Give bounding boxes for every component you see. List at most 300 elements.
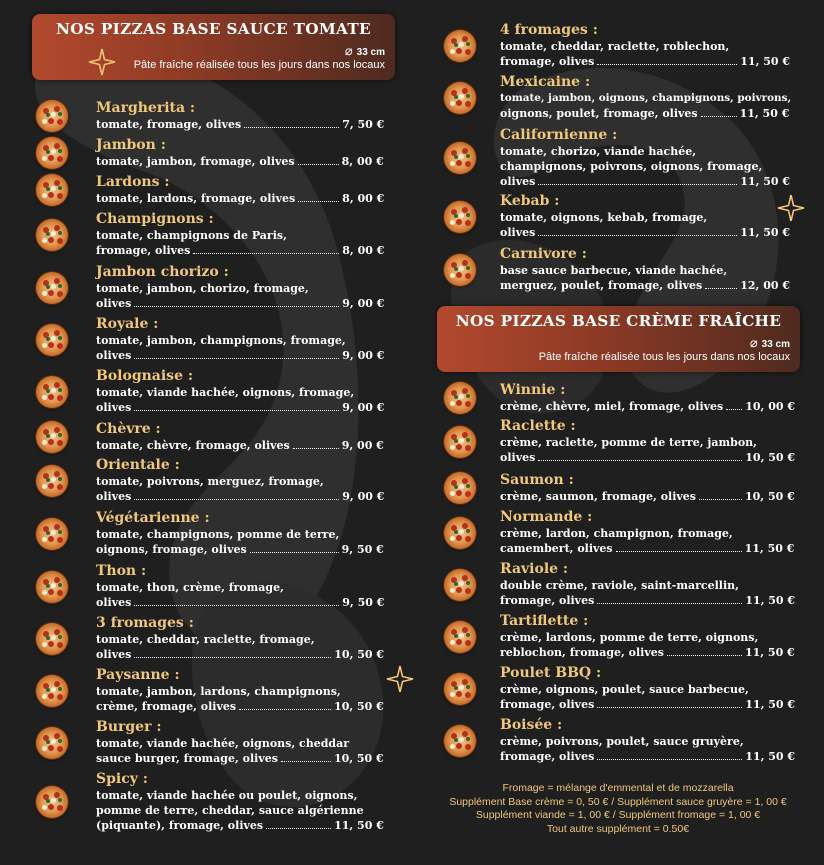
pizza-topping [58, 583, 62, 587]
pizza-topping [459, 737, 464, 742]
ingredients-text: camembert, olives [500, 542, 613, 555]
price-leader [281, 760, 331, 762]
left-section-subtitle: Pâte fraîche réalisée tous les jours dans nos locaux [133, 59, 385, 71]
pizza-topping [51, 739, 56, 744]
menu-item-ingredients [500, 174, 792, 189]
pizza-topping [51, 149, 56, 154]
pizza-topping [466, 42, 470, 46]
ingredients-text: sauce burger, fromage, olives [96, 752, 278, 765]
footer-line: Fromage = mélange d'emmental et de mozzarella [502, 782, 734, 794]
menu-item-ingredients [96, 788, 386, 803]
pizza-topping [48, 118, 54, 124]
pizza-topping [454, 439, 458, 443]
pizza-topping [454, 395, 458, 399]
left-size-label [345, 43, 385, 59]
ingredients-text: fromage, olives [96, 244, 191, 257]
pizza-topping [450, 273, 455, 278]
pizza-icon [36, 174, 68, 206]
menu-item-price: 8, 00 € [342, 244, 385, 257]
pizza-topping [459, 394, 464, 399]
pizza-topping [46, 187, 50, 191]
pizza-topping [450, 220, 455, 225]
pizza-topping [42, 805, 47, 810]
menu-item-ingredients [96, 751, 386, 766]
pizza-icon [36, 727, 68, 759]
pizza-icon [36, 272, 68, 304]
pizza-topping [51, 433, 56, 438]
ingredients-text: tomate, chorizo, viande hachée, [500, 145, 697, 158]
pizza-topping [46, 434, 50, 438]
pizza-icon [36, 571, 68, 603]
ingredients-text: olives [96, 648, 132, 661]
pizza-topping [57, 484, 63, 490]
pizza-icon [444, 254, 476, 286]
pizza-topping [465, 161, 471, 167]
pizza-topping [454, 686, 458, 690]
pizza-topping [58, 336, 62, 340]
pizza-icon [444, 569, 476, 601]
pizza-topping [48, 237, 54, 243]
menu-item [500, 74, 792, 121]
pizza-icon [36, 675, 68, 707]
ingredients-text: fromage, olives [500, 55, 595, 68]
pizza-topping [57, 642, 63, 648]
pizza-topping [459, 42, 464, 47]
ingredients-text: olives [96, 490, 132, 503]
menu-item-price: 9, 50 € [342, 596, 385, 609]
sparkle-icon [386, 665, 414, 693]
price-leader [538, 234, 737, 236]
menu-item-price: 11, 50 € [744, 542, 795, 555]
pizza-topping [48, 693, 54, 699]
ingredients-text: fromage, olives [500, 750, 595, 763]
menu-item-ingredients [96, 228, 386, 243]
menu-item-ingredients [96, 400, 386, 415]
price-leader [298, 163, 339, 165]
menu-item-price: 11, 50 € [745, 750, 796, 763]
menu-item-price: 12, 00 € [740, 279, 790, 292]
ingredients-text: pomme de terre, cheddar, sauce algérienne [96, 804, 364, 817]
price-leader [293, 447, 339, 449]
menu-item-ingredients [96, 281, 386, 296]
menu-item-price: 11, 50 € [745, 594, 796, 607]
ingredients-text: tomate, champignons, pomme de terre, [96, 528, 340, 541]
ingredients-text: olives [500, 451, 536, 464]
ingredients-text: crème, raclette, pomme de terre, jambon, [500, 436, 757, 449]
pizza-topping [58, 112, 62, 116]
menu-item-ingredients [500, 645, 797, 660]
price-leader [134, 409, 339, 411]
pizza-topping [454, 267, 458, 271]
price-leader [597, 758, 742, 760]
price-leader [134, 604, 339, 606]
menu-item-name: Margherita : [96, 100, 196, 116]
pizza-icon [444, 382, 476, 414]
pizza-icon [444, 426, 476, 458]
pizza-topping [465, 273, 471, 279]
price-leader [239, 708, 331, 710]
pizza-topping [58, 635, 62, 639]
right-size-value: 33 cm [761, 339, 790, 350]
menu-item-ingredients [96, 647, 386, 662]
menu-item-ingredients [500, 749, 797, 764]
menu-item-ingredients [500, 399, 797, 414]
menu-item-ingredients [96, 699, 386, 714]
pizza-topping [51, 284, 56, 289]
pizza-topping [42, 238, 47, 243]
menu-item-ingredients [96, 736, 386, 751]
menu-item-ingredients [500, 54, 792, 69]
menu-item-ingredients [500, 630, 797, 645]
pizza-topping [51, 635, 56, 640]
pizza-topping [459, 685, 464, 690]
pizza-topping [465, 491, 471, 497]
menu-item-ingredients [96, 474, 386, 489]
price-leader [298, 200, 339, 202]
pizza-icon [36, 219, 68, 251]
pizza-topping [42, 440, 47, 445]
pizza-topping [459, 529, 464, 534]
pizza-icon [36, 137, 68, 169]
pizza-topping [57, 805, 63, 811]
pizza-icon [36, 376, 68, 408]
pizza-topping [48, 439, 54, 445]
pizza-topping [48, 342, 54, 348]
menu-item [96, 211, 386, 258]
right-section-banner [437, 306, 800, 372]
pizza-topping [465, 445, 471, 451]
pizza-icon [444, 201, 476, 233]
ingredients-text: tomate, poivrons, merguez, fromage, [96, 475, 324, 488]
pizza-topping [454, 43, 458, 47]
menu-item-name: Winnie : [500, 382, 566, 398]
menu-item-name: Normande : [500, 509, 593, 525]
ingredients-text: tomate, cheddar, raclette, roblechon, [500, 40, 730, 53]
menu-item-ingredients [500, 106, 792, 121]
menu-item-price: 10, 50 € [334, 648, 385, 661]
price-leader [134, 498, 339, 500]
menu-item-price: 11, 50 € [740, 55, 791, 68]
pizza-icon [36, 324, 68, 356]
ingredients-text: crème, poivrons, poulet, sauce gruyère, [500, 735, 744, 748]
menu-item-ingredients [500, 91, 792, 106]
menu-item [500, 665, 797, 712]
pizza-icon [36, 421, 68, 453]
pizza-topping [454, 485, 458, 489]
pizza-topping [58, 149, 62, 153]
menu-item-ingredients [500, 39, 792, 54]
pizza-topping [58, 477, 62, 481]
pizza-topping [456, 535, 462, 541]
menu-item-price: 11, 50 € [744, 646, 795, 659]
price-leader [597, 602, 742, 604]
pizza-topping [466, 266, 470, 270]
price-leader [616, 550, 742, 552]
pizza-icon [36, 100, 68, 132]
ingredients-text: tomate, jambon, chorizo, fromage, [96, 282, 309, 295]
ingredients-text: tomate, thon, crème, fromage, [96, 581, 284, 594]
ingredients-text: tomate, viande hachée, oignons, fromage, [96, 386, 355, 399]
pizza-topping [42, 694, 47, 699]
menu-item-ingredients [500, 225, 792, 240]
pizza-topping [454, 155, 458, 159]
pizza-topping [46, 688, 50, 692]
menu-item-price: 9, 00 € [341, 439, 384, 452]
menu-item [500, 127, 792, 189]
pizza-topping [46, 636, 50, 640]
pizza-topping [46, 389, 50, 393]
menu-item-ingredients [500, 541, 797, 556]
sparkle-icon [88, 48, 116, 76]
price-leader [597, 706, 742, 708]
menu-item-name: Boisée : [500, 717, 563, 733]
pizza-topping [57, 193, 63, 199]
pizza-topping [57, 746, 63, 752]
pizza-topping [459, 266, 464, 271]
pizza-topping [51, 186, 56, 191]
pizza-topping [459, 438, 464, 443]
pizza-topping [58, 186, 62, 190]
menu-item-ingredients [96, 595, 386, 610]
pizza-topping [450, 401, 455, 406]
pizza-topping [46, 337, 50, 341]
pizza-topping [456, 48, 462, 54]
pizza-topping [51, 112, 56, 117]
pizza-topping [454, 634, 458, 638]
pizza-topping [58, 530, 62, 534]
ingredients-text: crème, saumon, fromage, olives [500, 490, 696, 503]
menu-item [500, 561, 797, 608]
ingredients-text: champignons, poivrons, oignons, fromage, [500, 160, 763, 173]
pizza-topping [51, 583, 56, 588]
menu-item-name: Végétarienne : [96, 510, 210, 526]
pizza-topping [454, 738, 458, 742]
pizza-topping [456, 100, 462, 106]
menu-item-price: 9, 00 € [342, 401, 385, 414]
pizza-icon [36, 786, 68, 818]
menu-item-price: 9, 00 € [342, 297, 385, 310]
pizza-topping [466, 737, 470, 741]
pizza-topping [57, 694, 63, 700]
ingredients-text: merguez, poulet, fromage, olives [500, 279, 703, 292]
pizza-topping [466, 581, 470, 585]
menu-item-ingredients [500, 450, 797, 465]
pizza-topping [51, 231, 56, 236]
pizza-icon [36, 623, 68, 655]
pizza-topping [57, 537, 63, 543]
pizza-topping [459, 484, 464, 489]
menu-item-price: 10, 50 € [334, 700, 384, 713]
menu-item-price: 9, 00 € [342, 490, 385, 503]
pizza-topping [58, 739, 62, 743]
menu-item-price: 9, 00 € [342, 349, 385, 362]
menu-item-price: 10, 50 € [745, 490, 795, 503]
menu-item-name: Carnivore : [500, 246, 587, 262]
pizza-topping [450, 588, 455, 593]
ingredients-text: tomate, viande hachée ou poulet, oignons, [96, 789, 358, 802]
menu-item [500, 613, 797, 660]
menu-item [96, 264, 386, 311]
pizza-topping [466, 94, 470, 98]
pizza-topping [459, 581, 464, 586]
menu-item-price: 11, 50 € [740, 226, 791, 239]
menu-item [96, 100, 386, 132]
pizza-topping [465, 588, 471, 594]
menu-item-price: 7, 50 € [342, 118, 385, 131]
ingredients-text: olives [96, 401, 132, 414]
pizza-topping [456, 444, 462, 450]
menu-item-ingredients [500, 144, 792, 159]
pizza-icon [444, 517, 476, 549]
menu-item-name: Kebab : [500, 193, 560, 209]
menu-item-price: 9, 50 € [341, 543, 384, 556]
footer-line: Tout autre supplément = 0.50€ [546, 822, 690, 835]
ingredients-text: tomate, jambon, lardons, champignons, [96, 685, 341, 698]
pizza-topping [57, 440, 63, 446]
pizza-topping [465, 220, 471, 226]
menu-item-name: Mexicaine : [500, 74, 591, 90]
ingredients-text: crème, chèvre, miel, fromage, olives [500, 400, 724, 413]
pizza-topping [450, 101, 455, 106]
pizza-topping [459, 213, 464, 218]
menu-item-price: 11, 50 € [745, 698, 796, 711]
footer-line: Supplément viande = 1, 00 € / Supplément fromage = 1, 00 € [475, 809, 761, 821]
menu-item-ingredients [500, 489, 797, 504]
pizza-topping [456, 639, 462, 645]
price-leader [701, 115, 737, 117]
pizza-topping [46, 232, 50, 236]
pizza-topping [454, 530, 458, 534]
right-section-subtitle: Pâte fraîche réalisée tous les jours dans nos locaux [538, 351, 790, 363]
pizza-icon [36, 465, 68, 497]
ingredients-text: crème, lardon, champignon, fromage, [500, 527, 733, 540]
pizza-topping [51, 388, 56, 393]
menu-item-ingredients [96, 333, 386, 348]
menu-item-name: Tartiflette : [500, 613, 589, 629]
menu-item-name: Burger : [96, 719, 162, 735]
menu-item-ingredients [96, 296, 386, 311]
menu-item-price: 11, 50 € [739, 107, 790, 120]
ingredients-text: double crème, raviole, saint-marcellin, [500, 579, 739, 592]
menu-item-name: Royale : [96, 316, 159, 332]
pizza-topping [456, 272, 462, 278]
pizza-topping [51, 477, 56, 482]
menu-item [500, 509, 797, 556]
pizza-topping [459, 154, 464, 159]
pizza-topping [46, 113, 50, 117]
pizza-topping [456, 219, 462, 225]
ingredients-text: tomate, jambon, oignons, champignons, poivrons, [500, 92, 792, 104]
pizza-topping [465, 692, 471, 698]
footer-notes [438, 782, 798, 836]
pizza-topping [58, 388, 62, 392]
pizza-topping [459, 633, 464, 638]
pizza-topping [466, 633, 470, 637]
price-leader [250, 551, 339, 553]
pizza-topping [456, 160, 462, 166]
pizza-topping [450, 49, 455, 54]
pizza-topping [42, 642, 47, 647]
price-leader [134, 357, 339, 359]
pizza-topping [456, 587, 462, 593]
ingredients-text: (piquante), fromage, olives [96, 819, 264, 832]
menu-item-name: Chèvre : [96, 421, 161, 437]
menu-item-price: 8, 00 € [341, 155, 384, 168]
menu-item-ingredients [96, 117, 386, 132]
menu-item [96, 771, 386, 833]
pizza-topping [465, 401, 471, 407]
pizza-topping [465, 49, 471, 55]
menu-item-name: Raviole : [500, 561, 569, 577]
ingredients-text: olives [96, 596, 132, 609]
pizza-topping [459, 94, 464, 99]
ingredients-text: crème, fromage, olives [96, 700, 237, 713]
pizza-topping [57, 238, 63, 244]
menu-item [96, 457, 386, 504]
pizza-topping [58, 433, 62, 437]
menu-item-name: Spicy : [96, 771, 148, 787]
pizza-topping [58, 798, 62, 802]
pizza-topping [48, 155, 54, 161]
menu-item-name: Raclette : [500, 418, 576, 434]
pizza-topping [51, 687, 56, 692]
pizza-icon [444, 725, 476, 757]
diameter-icon: ⌀ [344, 43, 353, 58]
price-leader [193, 252, 339, 254]
pizza-icon [36, 518, 68, 550]
price-leader [699, 498, 742, 500]
pizza-topping [450, 744, 455, 749]
pizza-topping [450, 445, 455, 450]
menu-item [96, 563, 386, 610]
menu-item [500, 22, 792, 69]
pizza-topping [42, 291, 47, 296]
pizza-topping [42, 484, 47, 489]
pizza-topping [48, 745, 54, 751]
right-section-title: NOS PIZZAS BASE CRÈME FRAÎCHE [455, 312, 782, 330]
pizza-topping [57, 395, 63, 401]
menu-item-ingredients [500, 435, 797, 450]
pizza-topping [58, 284, 62, 288]
menu-item [96, 137, 386, 169]
menu-item [96, 174, 386, 206]
pizza-topping [450, 536, 455, 541]
pizza-topping [454, 582, 458, 586]
left-size-value: 33 cm [356, 47, 385, 58]
ingredients-text: tomate, lardons, fromage, olives [96, 192, 296, 205]
left-section-title: NOS PIZZAS BASE SAUCE TOMATE [56, 20, 371, 38]
menu-item-name: Paysanne : [96, 667, 180, 683]
menu-item-name: Orientale : [96, 457, 180, 473]
ingredients-text: fromage, olives [500, 594, 595, 607]
pizza-topping [42, 746, 47, 751]
menu-item [96, 316, 386, 363]
pizza-topping [48, 192, 54, 198]
menu-item-name: Jambon chorizo : [96, 264, 229, 280]
ingredients-text: fromage, olives [500, 698, 595, 711]
ingredients-text: base sauce barbecue, viande hachée, [500, 264, 728, 277]
pizza-topping [48, 804, 54, 810]
menu-item-price: 10, 50 € [745, 451, 796, 464]
ingredients-text: tomate, cheddar, raclette, fromage, [96, 633, 315, 646]
pizza-icon [444, 142, 476, 174]
ingredients-text: crème, lardons, pomme de terre, oignons, [500, 631, 759, 644]
menu-item-ingredients [500, 682, 797, 697]
pizza-topping [46, 531, 50, 535]
price-leader [266, 827, 331, 829]
menu-item-name: Lardons : [96, 174, 170, 190]
menu-item [500, 246, 792, 293]
